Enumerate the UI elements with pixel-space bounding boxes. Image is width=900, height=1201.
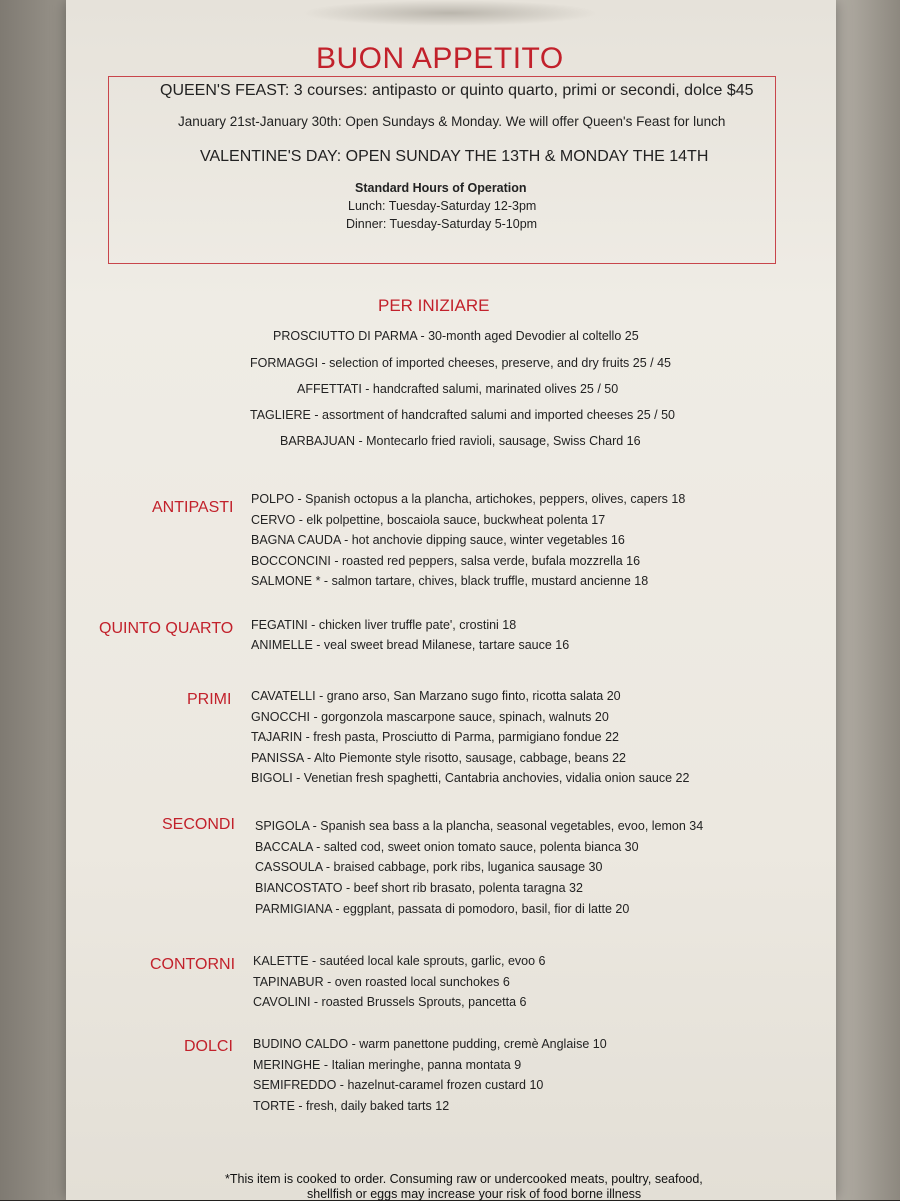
menu-item: CERVO - elk polpettine, boscaiola sauce, buckwheat polenta 17 — [251, 513, 606, 527]
hours-dinner: Dinner: Tuesday-Saturday 5-10pm — [346, 217, 538, 231]
menu-item: BAGNA CAUDA - hot anchovie dipping sauce, winter vegetables 16 — [251, 533, 625, 547]
menu-item: TORTE - fresh, daily baked tarts 12 — [253, 1099, 450, 1113]
hours-lunch: Lunch: Tuesday-Saturday 12-3pm — [348, 199, 537, 213]
menu-item: BIGOLI - Venetian fresh spaghetti, Cantabria anchovies, vidalia onion sauce 22 — [251, 771, 690, 785]
menu-item: GNOCCHI - gorgonzola mascarpone sauce, spinach, walnuts 20 — [251, 710, 609, 724]
menu-item: TAGLIERE - assortment of handcrafted salumi and imported cheeses 25 / 50 — [250, 408, 675, 422]
menu-item: BUDINO CALDO - warm panettone pudding, cremè Anglaise 10 — [253, 1037, 607, 1051]
shadow — [300, 0, 600, 26]
section-heading-quinto-quarto: QUINTO QUARTO — [99, 620, 234, 637]
menu-item: MERINGHE - Italian meringhe, panna montata 9 — [253, 1058, 522, 1072]
section-heading-contorni: CONTORNI — [150, 956, 236, 973]
menu-item: SEMIFREDDO - hazelnut-caramel frozen custard 10 — [253, 1078, 544, 1092]
menu-item: PROSCIUTTO DI PARMA - 30-month aged Devodier al coltello 25 — [273, 329, 639, 343]
menu-item: BARBAJUAN - Montecarlo fried ravioli, sausage, Swiss Chard 16 — [280, 434, 641, 448]
menu-item: AFFETTATI - handcrafted salumi, marinated olives 25 / 50 — [297, 382, 619, 396]
section-heading-primi: PRIMI — [187, 691, 232, 708]
footer-line-1: *This item is cooked to order. Consuming raw or undercooked meats, poultry, seafood, — [225, 1172, 703, 1186]
menu-item: PANISSA - Alto Piemonte style risotto, sausage, cabbage, beans 22 — [251, 751, 626, 765]
menu-item: POLPO - Spanish octopus a la plancha, artichokes, peppers, olives, capers 18 — [251, 492, 686, 506]
menu-item: SPIGOLA - Spanish sea bass a la plancha, seasonal vegetables, evoo, lemon 34 — [255, 819, 704, 833]
menu-item: CAVATELLI - grano arso, San Marzano sugo finto, ricotta salata 20 — [251, 689, 621, 703]
menu-title: BUON APPETITO — [316, 42, 564, 75]
menu-item: PARMIGIANA - eggplant, passata di pomodoro, basil, fior di latte 20 — [255, 902, 630, 916]
menu-item: TAJARIN - fresh pasta, Prosciutto di Parma, parmigiano fondue 22 — [251, 730, 619, 744]
menu-item: CAVOLINI - roasted Brussels Sprouts, pancetta 6 — [253, 995, 527, 1009]
section-heading-dolci: DOLCI — [184, 1038, 233, 1055]
section-heading-antipasti: ANTIPASTI — [152, 499, 234, 516]
notice-box — [108, 76, 776, 264]
menu-item: SALMONE * - salmon tartare, chives, black truffle, mustard ancienne 18 — [251, 574, 649, 588]
notice-line-2: January 21st-January 30th: Open Sundays & Monday. We will offer Queen's Feast for lunch — [178, 114, 726, 129]
menu-item: CASSOULA - braised cabbage, pork ribs, luganica sausage 30 — [255, 860, 603, 874]
menu-item: BACCALA - salted cod, sweet onion tomato sauce, polenta bianca 30 — [255, 840, 639, 854]
background-right — [830, 0, 900, 1200]
menu-item: ANIMELLE - veal sweet bread Milanese, tartare sauce 16 — [251, 638, 570, 652]
menu-item: FORMAGGI - selection of imported cheeses, preserve, and dry fruits 25 / 45 — [250, 356, 672, 370]
notice-line-3: VALENTINE'S DAY: OPEN SUNDAY THE 13TH & MONDAY THE 14TH — [200, 148, 709, 165]
menu-item: KALETTE - sautéed local kale sprouts, garlic, evoo 6 — [253, 954, 546, 968]
menu-item: BOCCONCINI - roasted red peppers, salsa verde, bufala mozzrella 16 — [251, 554, 641, 568]
footer-line-2: shellfish or eggs may increase your risk of food borne illness — [307, 1187, 642, 1201]
menu-item: FEGATINI - chicken liver truffle pate', crostini 18 — [251, 618, 517, 632]
section-heading-per-iniziare: PER INIZIARE — [378, 296, 490, 315]
section-heading-secondi: SECONDI — [162, 816, 235, 833]
menu-item: TAPINABUR - oven roasted local sunchokes 6 — [253, 975, 510, 989]
hours-title: Standard Hours of Operation — [355, 181, 527, 195]
notice-line-1: QUEEN'S FEAST: 3 courses: antipasto or quinto quarto, primi or secondi, dolce $45 — [160, 82, 754, 99]
menu-item: BIANCOSTATO - beef short rib brasato, polenta taragna 32 — [255, 881, 583, 895]
